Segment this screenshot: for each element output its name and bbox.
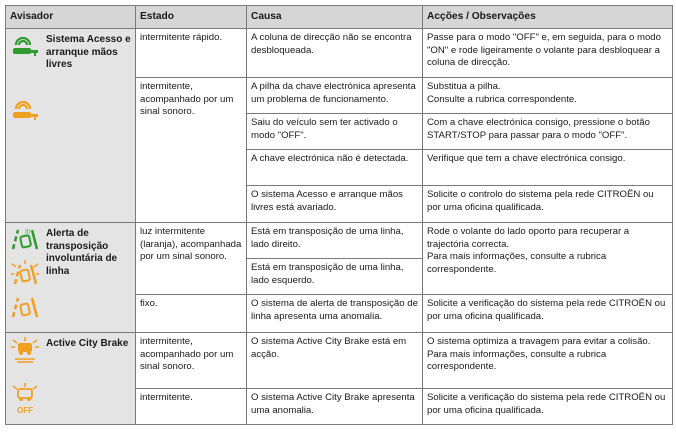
estado-cell: fixo. [136,295,247,333]
causa-cell: A pilha da chave electrónica apresenta um problema de funcionamento. [247,78,423,114]
acoes-cell: Substitua a pilha. Consulte a rubrica correspondente. [423,78,673,114]
acoes-cell: Verifique que tem a chave electrónica consigo. [423,150,673,186]
acoes-cell: Com a chave electrónica consigo, pressione o botão START/STOP para passar para o modo "OFF". [423,114,673,150]
city-brake-active-icon [9,337,41,365]
estado-cell: intermitente. [136,389,247,425]
indicator-name-lane: Alerta de transposição involuntária de linha [46,228,118,277]
indicator-cell-keyless [6,29,136,223]
indicator-cell-lane [6,223,136,333]
keyless-orange-icon [10,97,40,123]
causa-cell: O sistema Acesso e arranque mãos livres está avariado. [247,186,423,223]
causa-cell: O sistema Active City Brake está em acção. [247,333,423,389]
lane-warning-orange-flash-icon [9,260,41,286]
header-causa: Causa [247,6,423,29]
indicator-cell-acb [6,333,136,425]
acoes-cell: Solicite o controlo do sistema pela rede CITROËN ou por uma oficina qualificada. [423,186,673,223]
estado-cell: intermitente, acompanhado por um sinal sonoro. [136,333,247,389]
header-estado: Estado [136,6,247,29]
estado-cell: intermitente rápido. [136,29,247,78]
keyless-green-icon [10,33,40,59]
svg-text:))): ))) [25,229,30,235]
table-row [6,333,673,389]
causa-cell: Está em transposição de uma linha, lado direito. [247,223,423,259]
acoes-cell: Solicite a verificação do sistema pela rede CITROËN ou por uma oficina qualificada. [423,389,673,425]
estado-cell: luz intermitente (laranja), acompanhada por um sinal sonoro. [136,223,247,295]
acoes-cell: Rode o volante do lado oporto para recuperar a trajectória correcta. Para mais informações, consulte a rubrica correspondente. [423,223,673,295]
causa-cell: Está em transposição de uma linha, lado esquerdo. [247,259,423,295]
header-avisador: Avisador [6,6,136,29]
table-row [6,29,673,78]
acoes-cell: Solicite a verificação do sistema pela rede CITROËN ou por uma oficina qualificada. [423,295,673,333]
indicator-name-keyless: Sistema Acesso e arranque mãos livres [46,34,131,71]
table-header-row [6,6,673,29]
causa-cell: O sistema de alerta de transposição de linha apresenta uma anomalia. [247,295,423,333]
acoes-cell: O sistema optimiza a travagem para evitar a colisão. Para mais informações, consulte a rubrica correspondente. [423,333,673,389]
estado-cell: intermitente, acompanhado por um sinal sonoro. [136,78,247,223]
off-label: OFF [17,406,33,415]
lane-warning-off-icon [9,296,41,318]
table-row [6,223,673,259]
acoes-cell: Passe para o modo "OFF" e, em seguida, para o modo "ON" e rode ligeiramente o volante para desbloquear a coluna de direcção. [423,29,673,78]
header-acoes: Acções / Observações [423,6,673,29]
causa-cell: O sistema Active City Brake apresenta uma anomalia. [247,389,423,425]
indicator-name-acb: Active City Brake [46,338,129,349]
lane-warning-green-icon [9,227,41,251]
causa-cell: A coluna de direcção não se encontra desbloqueada. [247,29,423,78]
warning-lights-table [5,5,673,425]
causa-cell: Saiu do veículo sem ter activado o modo "OFF". [247,114,423,150]
city-brake-off-icon [9,383,41,417]
causa-cell: A chave electrónica não é detectada. [247,150,423,186]
